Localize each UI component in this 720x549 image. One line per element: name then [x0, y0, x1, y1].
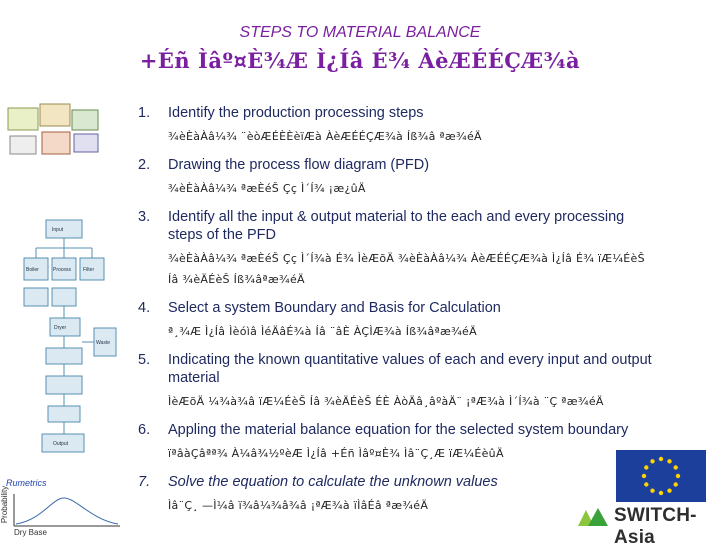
flow-box-left-2 — [24, 288, 48, 306]
diagram-label-input: Input — [52, 227, 64, 233]
step-heading — [138, 421, 658, 439]
diagram-label-boiler: Boiler — [26, 267, 39, 273]
flow-chart — [24, 220, 116, 452]
eu-star-icon — [667, 459, 671, 463]
step-translation: ¾èÈàÀâ¼¾ ¨èòÆÉÈÈèïÆà ÀèÆÉÉÇÆ¾à Íß¾â ªæ¾éÄ — [168, 130, 482, 143]
step-heading — [138, 351, 658, 387]
step-translation: ïªâàÇâªª¾ À¼â¾½ºèÆ Ì¿Íâ +Éñ Ìâº¤È¾ Ìâ¨Ç¸Æ ïÆ¼ÉèûÄ — [168, 447, 504, 460]
step-number: 7. — [138, 474, 151, 490]
eu-star-icon — [659, 491, 663, 495]
diagram-label-process: Process — [53, 267, 72, 273]
eu-star-icon — [644, 465, 648, 469]
probability-chart — [14, 494, 120, 526]
diagram-icon-1 — [8, 108, 38, 130]
diagram-icon-5 — [42, 132, 70, 154]
diagram-label-dryer: Dryer — [54, 325, 67, 331]
eu-star-icon — [674, 465, 678, 469]
probability-axis-label: Probability — [0, 485, 10, 524]
diagram-icon-4 — [10, 136, 36, 154]
step-number: 4. — [138, 300, 151, 316]
eu-flag-logo — [616, 450, 706, 502]
step-heading — [138, 299, 658, 317]
eu-star-icon — [650, 459, 654, 463]
step-heading — [138, 208, 658, 244]
step-item — [138, 156, 658, 199]
step-text: Identify all the input & output material to the each and every processing steps of the PFD — [168, 209, 625, 243]
step-item — [138, 104, 658, 147]
process-diagram-image — [2, 100, 130, 540]
step-translation: Ìâ¨Ç¸ —Ì¼â ï¾â¼¾â¾â ¡ªÆ¾à ïÌâÉâ ªæ¾éÄ — [168, 499, 429, 512]
step-translation: ª¸¾Æ Ì¿Íâ Ìèóìâ ÌéÄâÉ¾à Íâ ¨âÈ ÀÇÌÆ¾à Íß¾âªæ¾éÄ — [168, 325, 477, 338]
step-number: 5. — [138, 352, 151, 368]
dry-base-label: Dry Base — [14, 528, 47, 537]
step-number: 1. — [138, 105, 151, 121]
switch-asia-logo-text: SWITCH-Asia — [614, 505, 697, 548]
step-item — [138, 351, 658, 412]
eu-star-icon — [650, 489, 654, 493]
eu-star-icon — [667, 489, 671, 493]
slide-title: STEPS TO MATERIAL BALANCE — [239, 24, 481, 41]
eu-star-icon — [659, 457, 663, 461]
diagram-label-waste: Waste — [96, 340, 110, 346]
step-text: Drawing the process flow diagram (PFD) — [168, 157, 430, 173]
flow-box-mid-2 — [52, 288, 76, 306]
eu-star-icon — [644, 482, 648, 486]
diagram-icon-6 — [74, 134, 98, 152]
vendor-logo: Rumetrics — [6, 478, 47, 488]
step-item — [138, 421, 658, 464]
steps-list — [138, 104, 658, 525]
diagram-label-output: Output — [53, 441, 69, 447]
flow-box-5 — [46, 376, 82, 394]
diagram-icon-3 — [72, 110, 98, 130]
diagram-label-filter: Filter — [83, 267, 95, 273]
step-item — [138, 208, 658, 290]
step-translation: ¾èÈàÀâ¼¾ ªæÈéŠ Çç Ì´Í¾à É¾ ÌèÆõÄ ¾èÈàÀâ¼¾ ÀèÆÉÉÇÆ¾à Ì¿Íâ É¾ ïÆ¼ÉèŠ Íâ ¾èÄÉèŠ Íß¾âªæ¾éÄ — [168, 252, 645, 286]
step-text: Appling the material balance equation for the selected system boundary — [168, 422, 629, 438]
eu-star-icon — [676, 474, 680, 478]
step-heading — [138, 156, 658, 174]
step-text: Solve the equation to calculate the unknown values — [168, 474, 498, 490]
step-text: Indicating the known quantitative values of each and every input and output material — [168, 352, 652, 386]
flow-box-6 — [48, 406, 80, 422]
flow-box-4 — [46, 348, 82, 364]
eu-star-icon — [642, 474, 646, 478]
step-number: 2. — [138, 157, 151, 173]
step-translation: ¾èÈàÀâ¼¾ ªæÈéŠ Çç Ì´Í¾ ¡æ¿ûÄ — [168, 182, 366, 195]
eu-star-icon — [674, 482, 678, 486]
step-heading — [138, 473, 658, 491]
step-translation: ÌèÆõÄ ¼¾à¾â ïÆ¼ÉèŠ Íâ ¾èÄÉèŠ ÉÈ ÀòÄâ¸âºàÄ¨ ¡ªÆ¾à Ì´Í¾à ¨Ç ªæ¾éÄ — [168, 395, 604, 408]
step-text: Identify the production processing steps — [168, 105, 424, 121]
step-heading — [138, 104, 658, 122]
slide-subtitle: +Éñ Ìâº¤È¾Æ Ì¿Íâ É¾ ÀèÆÉÉÇÆ¾à — [139, 48, 581, 73]
step-item — [138, 299, 658, 342]
step-text: Select a system Boundary and Basis for Calculation — [168, 300, 501, 316]
step-number: 3. — [138, 209, 151, 225]
step-number: 6. — [138, 422, 151, 438]
diagram-icon-2 — [40, 104, 70, 126]
